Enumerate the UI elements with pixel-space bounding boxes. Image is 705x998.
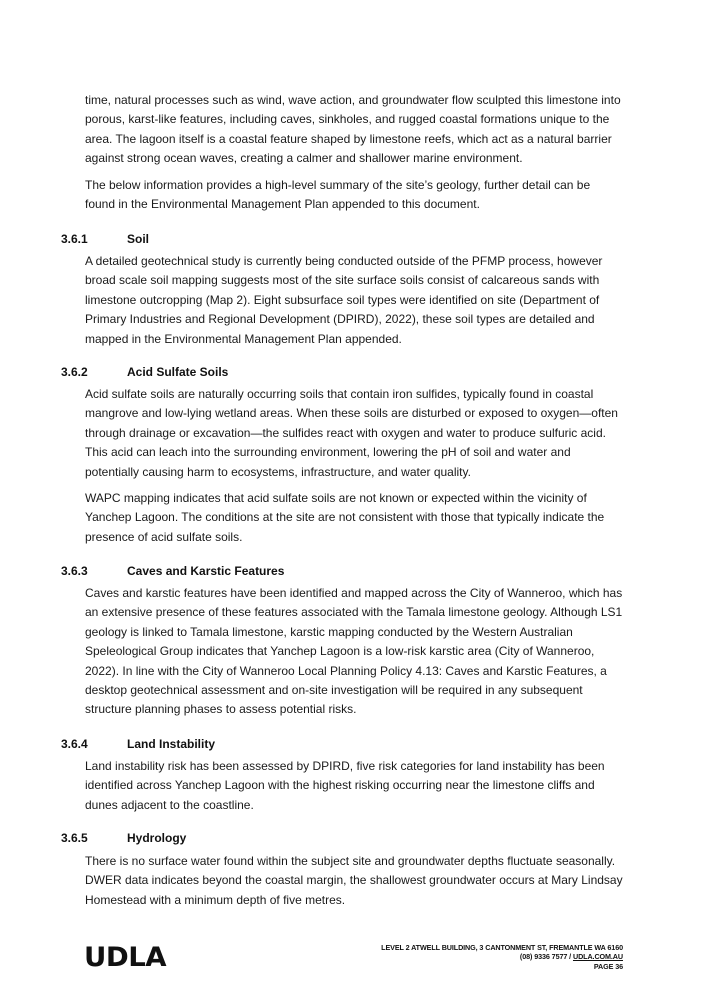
footer-separator: / (567, 952, 573, 962)
section-title: Caves and Karstic Features (127, 564, 285, 578)
intro-paragraph-2: The below information provides a high-level summary of the site’s geology, further detail can be found in the Environmental Management Plan appended to this document. (85, 178, 591, 212)
section-paragraph: Land instability risk has been assessed by DPIRD, five risk categories for land instability has been identified across Yanchep Lagoon with the highest risking occurring near the limestone cliffs and dunes adjacent to the coastline. (85, 759, 605, 812)
section-number: 3.6.5 (61, 831, 88, 845)
section-number: 3.6.3 (61, 564, 88, 578)
section-paragraph: Acid sulfate soils are naturally occurring soils that contain iron sulfides, typically found in coastal mangrove and low-lying wetland areas. When these soils are disturbed or exposed to oxygen—often through drainage or excavation—the sulfides react with oxygen and water to produce sulfuric acid. This acid can leach into the surrounding environment, lowering the pH of soil and water and potentially causing harm to ecosystems, infrastructure, and water quality. (85, 387, 618, 479)
section-number: 3.6.2 (61, 365, 88, 379)
section-title: Acid Sulfate Soils (127, 365, 229, 379)
section-paragraph: Caves and karstic features have been identified and mapped across the City of Wanneroo, which has an extensive presence of these features associated with the Tamala limestone geology. Although LS1 geology is linked to Tamala limestone, karstic mapping conducted by the Western Australian Speleological Group indicates that Yanchep Lagoon is a low-risk karstic area (City of Wanneroo, 2022). In line with the City of Wanneroo Local Planning Policy 4.13: Caves and Karstic Features, a desktop geotechnical assessment and on-site investigation will be required in any subsequent structure planning phases to assess potential risks. (85, 586, 623, 717)
section-number: 3.6.1 (61, 232, 88, 246)
footer-address: LEVEL 2 ATWELL BUILDING, 3 CANTONMENT ST, FREMANTLE WA 6160 (381, 943, 623, 952)
section-heading-caves-karstic (61, 563, 284, 579)
section-title: Hydrology (127, 831, 187, 845)
section-title: Land Instability (127, 737, 216, 751)
footer-phone[interactable]: (08) 9336 7577 (519, 952, 568, 962)
footer-website-link[interactable]: UDLA.COM.AU (572, 952, 623, 962)
section-heading-soil (61, 231, 149, 247)
page-number: PAGE 36 (593, 961, 623, 971)
section-heading-land-instability (61, 736, 215, 752)
section-paragraph: There is no surface water found within the subject site and groundwater depths fluctuate seasonally. DWER data indicates beyond the coastal margin, the shallowest groundwater occurs at Mary Lindsay Homestead with a minimum depth of five metres. (85, 854, 623, 907)
section-heading-hydrology (61, 830, 186, 846)
footer-contact (381, 943, 623, 971)
section-title: Soil (127, 232, 150, 246)
udla-logo: UDLA (84, 942, 167, 973)
section-paragraph: WAPC mapping indicates that acid sulfate soils are not known or expected within the vicinity of Yanchep Lagoon. The conditions at the site are not consistent with those that typically indicate the presence of acid sulfate soils. (85, 491, 605, 544)
footer-contact-line (381, 952, 623, 961)
section-paragraph: A detailed geotechnical study is currently being conducted outside of the PFMP process, however broad scale soil mapping suggests most of the site surface soils consist of calcareous sands with limestone outcropping (Map 2). Eight subsurface soil types were identified on site (Department of Primary Industries and Regional Development (DPIRD), 2022), these soil types are detailed and mapped in the Environmental Management Plan appended. (85, 254, 603, 346)
section-heading-acid-sulfate-soils (61, 364, 228, 380)
intro-paragraph-1: time, natural processes such as wind, wave action, and groundwater flow sculpted this limestone into porous, karst-like features, including caves, sinkholes, and rugged coastal formations unique to the area. The lagoon itself is a coastal feature shaped by limestone reefs, which act as a natural barrier against strong ocean waves, creating a calmer and shallower marine environment. (85, 93, 621, 166)
section-number: 3.6.4 (61, 737, 88, 751)
